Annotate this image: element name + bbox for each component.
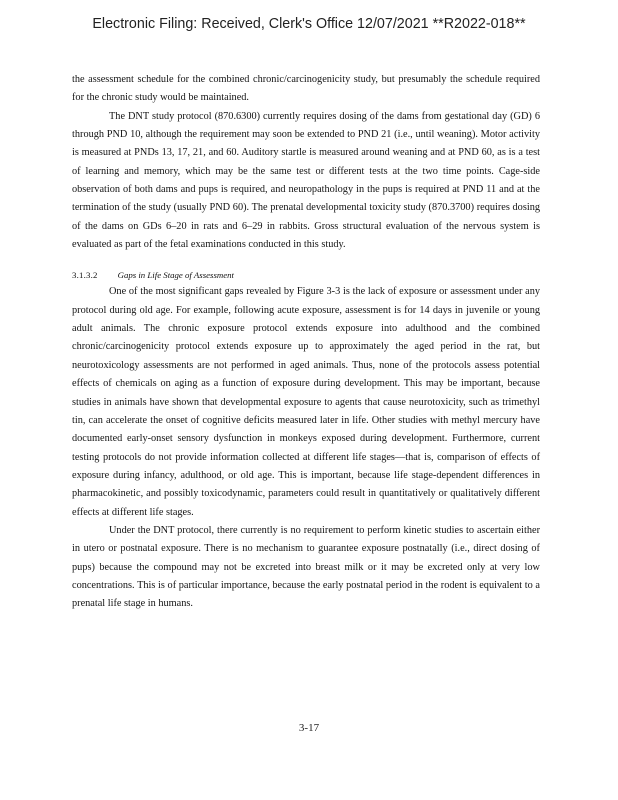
document-body [72,71,540,614]
section-number: 3.1.3.2 [72,270,98,281]
page-number: 3-17 [298,722,320,734]
paragraph-kinetic-studies: Under the DNT protocol, there currently is no requirement to perform kinetic studies to ascertain either in utero or postnatal exposure. There is no mechanism to guarantee exposure postnatally (i.e., direct dosing of pups) because the compound may not be excreted into breast milk or it may be excreted only at very low concentrations. This is of particular importance, because the early postnatal period in the rodent is equivalent to a prenatal life stage in humans. [72,524,540,610]
paragraph-continued: the assessment schedule for the combined chronic/carcinogenicity study, but presumably the schedule required for the chronic study would be maintained. [72,74,540,104]
filing-stamp-header: Electronic Filing: Received, Clerk's Office 12/07/2021 **R2022-018** [92,16,526,32]
paragraph-gaps-old-age: One of the most significant gaps revealed by Figure 3-3 is the lack of exposure or assessment under any protocol during old age. For example, following acute exposure, assessment is for 14 days in juvenile or young adult animals. The chronic exposure protocol extends exposure into adulthood and the combined chronic/carcinogenicity protocol extends exposure up to approximately the aged period in the rat, but neurotoxicology assessments are not performed in aged animals. Thus, none of the protocols assess potential effects of chemicals on aging as a function of exposure during development. This may be important, because studies in animals have shown that developmental exposure to agents that cause neurotoxicity, such as trimethyl tin, can accelerate the onset of cognitive deficits measured later in life. Other studies with methyl mercury have documented early-onset sensory dysfunction in monkeys exposed during development. Furthermore, current testing protocols do not provide information collected at different life stages—that is, comparison of effects of exposure during infancy, adulthood, or old age. This is important, because life stage-dependent differences in pharmacokinetic, and possibly toxicodynamic, parameters could result in quantitatively or qualitatively different effects at different life stages. [72,286,540,518]
section-title: Gaps in Life Stage of Assessment [117,270,234,281]
section-heading [72,268,540,282]
paragraph-dnt-protocol: The DNT study protocol (870.6300) currently requires dosing of the dams from gestational day (GD) 6 through PND 10, although the requirement may soon be extended to PND 21 (i.e., until weaning). Motor activity is measured at PNDs 13, 17, 21, and 60. Auditory startle is measured around weaning and at PND 60, as is a test of learning and memory, which may be the same test or different tests at the two time points. Cage-side observation of both dams and pups is required, and neuropathology in the pups is required at PND 11 and at the termination of the study (usually PND 60). The prenatal developmental toxicity study (870.3700) requires dosing of the dams on GDs 6–20 in rats and 6–29 in rabbits. Gross structural evaluation of the nervous system is evaluated as part of the fetal examinations conducted in this study. [72,110,540,251]
